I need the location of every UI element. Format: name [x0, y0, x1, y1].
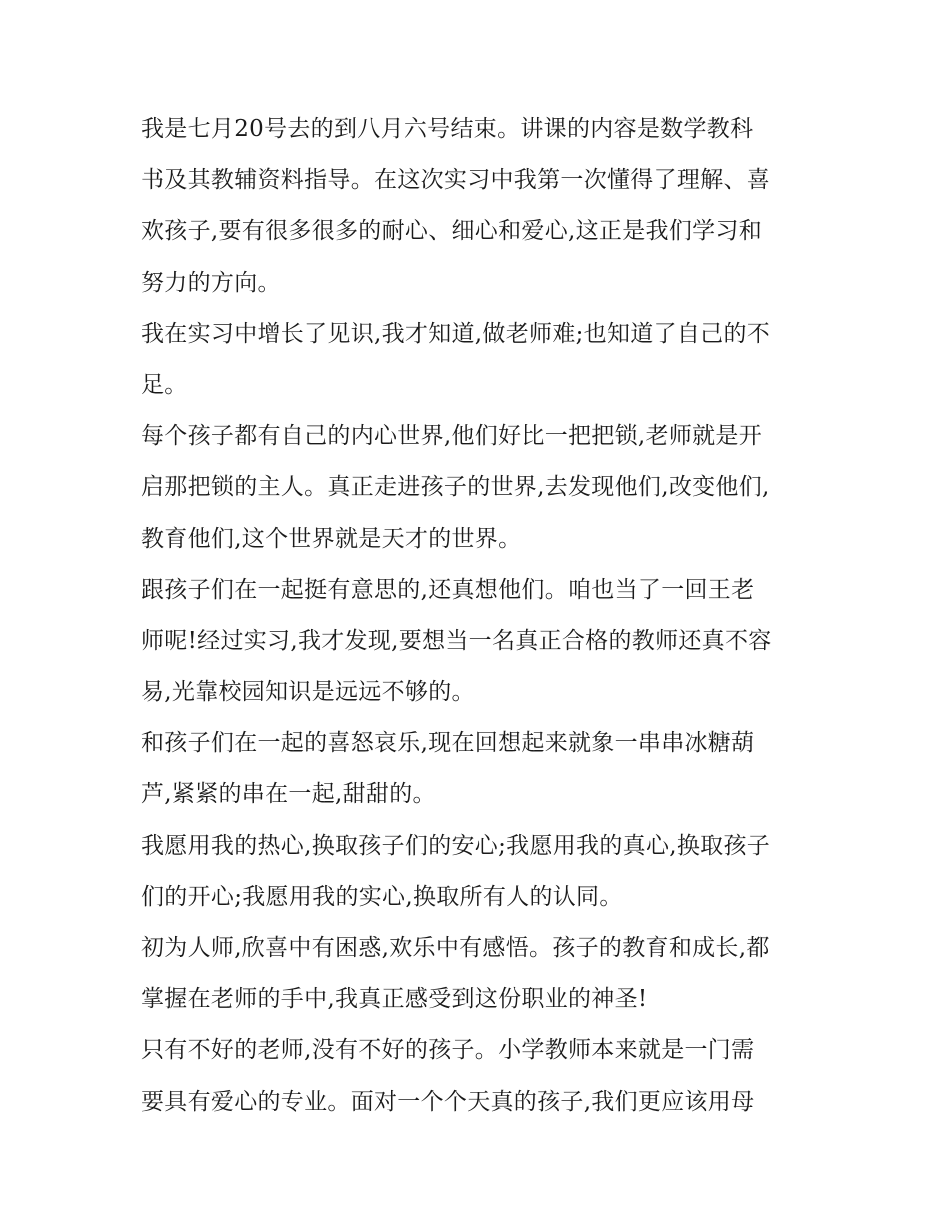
text-line: 我是七月20号去的到八月六号结束。讲课的内容是数学教科 — [141, 116, 754, 142]
text-line: 初为人师,欣喜中有困惑,欢乐中有感悟。孩子的教育和成长,都 — [141, 935, 770, 961]
text-line: 和孩子们在一起的喜怒哀乐,现在回想起来就象一串串冰糖葫 — [141, 730, 755, 757]
text-line: 教育他们,这个世界就是天才的世界。 — [141, 525, 522, 552]
text-line: 易,光靠校园知识是远远不够的。 — [141, 679, 475, 706]
text-line: 师呢!经过实习,我才发现,要想当一名真正合格的教师还真不容 — [141, 627, 772, 654]
text-line: 努力的方向。 — [141, 269, 281, 296]
text-line: 要具有爱心的专业。面对一个个天真的孩子,我们更应该用母 — [141, 1088, 755, 1115]
text-line: 芦,紧紧的串在一起,甜甜的。 — [141, 781, 436, 808]
text-line: 每个孩子都有自己的内心世界,他们好比一把把锁,老师就是开 — [141, 423, 763, 450]
text-line: 我愿用我的热心,换取孩子们的安心;我愿用我的真心,换取孩子 — [141, 832, 771, 859]
text-line: 书及其教辅资料指导。在这次实习中我第一次懂得了理解、喜 — [141, 167, 771, 194]
text-line: 欢孩子,要有很多很多的耐心、细心和爱心,这正是我们学习和 — [141, 218, 763, 245]
text-line: 跟孩子们在一起挺有意思的,还真想他们。咱也当了一回王老 — [141, 576, 755, 603]
text-line: 启那把锁的主人。真正走进孩子的世界,去发现他们,改变他们, — [141, 474, 770, 501]
text-line: 足。 — [141, 371, 188, 398]
text-line: 只有不好的老师,没有不好的孩子。小学教师本来就是一门需 — [141, 1037, 755, 1064]
text-line: 我在实习中增长了见识,我才知道,做老师难;也知道了自己的不 — [141, 320, 771, 347]
text-line: 掌握在老师的手中,我真正感受到这份职业的神圣! — [141, 986, 648, 1013]
text-line: 们的开心;我愿用我的实心,换取所有人的认同。 — [141, 883, 623, 910]
document-body — [141, 104, 821, 1128]
